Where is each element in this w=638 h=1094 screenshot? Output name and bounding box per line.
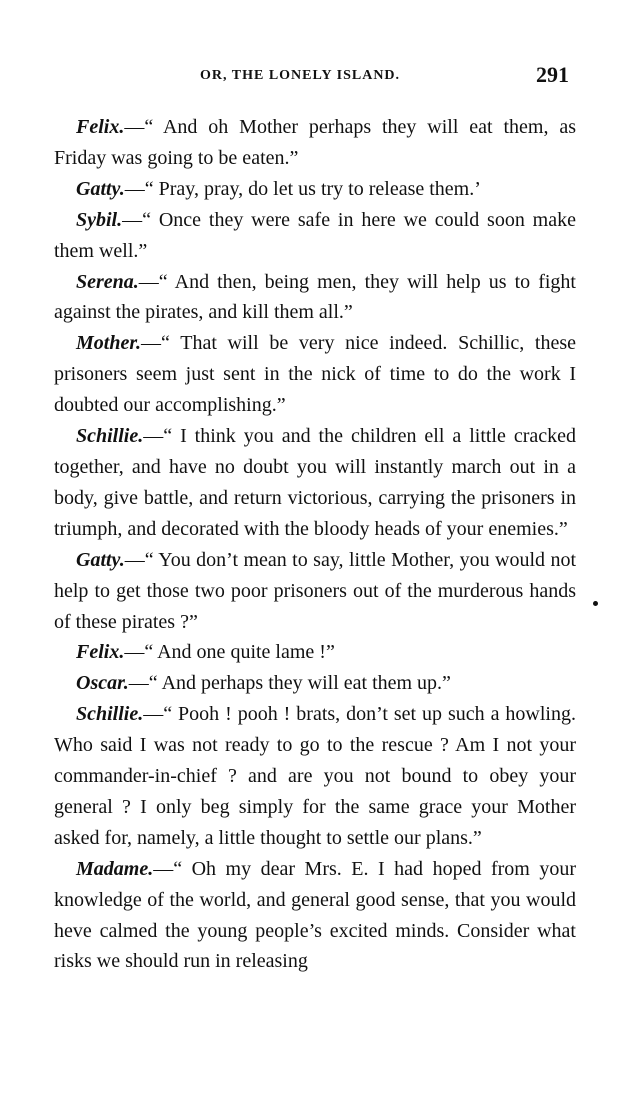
- paragraph-oscar: [54, 668, 576, 699]
- speaker-name: Schillie.: [76, 425, 144, 448]
- dialogue-text: —“ That will be very nice indeed. Schillic, these prisoners seem just sent in the nick of time to do the work I doubted our accomplishing.”: [54, 332, 576, 417]
- speaker-name: Gatty.: [76, 177, 125, 200]
- ink-speck: [593, 601, 598, 606]
- dialogue-text: —“ Oh my dear Mrs. E. I had hoped from your knowledge of the world, and general good sense, that you would heve calmed the young people’s excited minds. Consider what risks we should run in releasing: [54, 857, 576, 973]
- paragraph-madame: [54, 854, 576, 978]
- speaker-name: Serena.: [76, 270, 139, 293]
- paragraph-mother: [54, 328, 576, 421]
- running-head: OR, THE LONELY ISLAND.: [200, 68, 401, 83]
- dialogue-text: —“ And then, being men, they will help us to fight against the pirates, and kill them all.”: [54, 270, 576, 324]
- paragraph-gatty-1: [54, 174, 576, 205]
- speaker-name: Mother.: [76, 332, 142, 355]
- paragraph-felix-2: [54, 637, 576, 668]
- paragraph-sybil: [54, 205, 576, 267]
- speaker-name: Sybil.: [76, 208, 123, 231]
- dialogue-text: —“ Pray, pray, do let us try to release them.’: [124, 177, 481, 200]
- dialogue-text: —“ Once they were safe in here we could soon make them well.”: [54, 208, 576, 262]
- speaker-name: Schillie.: [76, 703, 144, 726]
- speaker-name: Gatty.: [76, 548, 125, 571]
- paragraph-schillie-1: [54, 421, 576, 545]
- body-text: [54, 112, 576, 977]
- page-number: 291: [536, 62, 569, 87]
- speaker-name: Felix.: [76, 116, 125, 138]
- dialogue-text: —“ And perhaps they will eat them up.”: [128, 672, 451, 695]
- paragraph-serena: [54, 267, 576, 329]
- dialogue-text: —“ And one quite lame !”: [124, 641, 335, 664]
- dialogue-text: —“ You don’t mean to say, little Mother, you would not help to get those two poor prisoners out of the murderous hands of these pirates ?”: [54, 548, 576, 633]
- dialogue-text: —“ I think you and the children ell a little cracked together, and have no doubt you will instantly march out in a body, give battle, and return victorious, carrying the prisoners in triumph, and decorated with the bloody heads of your enemies.”: [54, 425, 576, 540]
- paragraph-gatty-2: [54, 545, 576, 638]
- speaker-name: Oscar.: [76, 672, 129, 695]
- speaker-name: Felix.: [76, 641, 125, 664]
- dialogue-text: —“ Pooh ! pooh ! brats, don’t set up such a howling. Who said I was not ready to go to the rescue ? Am I not your commander-in-chief ? and are you not bound to obey your general ? I only beg simply for the same grace your Mother asked for, namely, a little thought to settle our plans.”: [54, 703, 576, 849]
- dialogue-text: —“ And oh Mother perhaps they will eat them, as Friday was going to be eaten.”: [54, 116, 576, 169]
- paragraph-felix-1: [54, 112, 576, 174]
- speaker-name: Madame.: [76, 857, 154, 880]
- paragraph-schillie-2: [54, 699, 576, 854]
